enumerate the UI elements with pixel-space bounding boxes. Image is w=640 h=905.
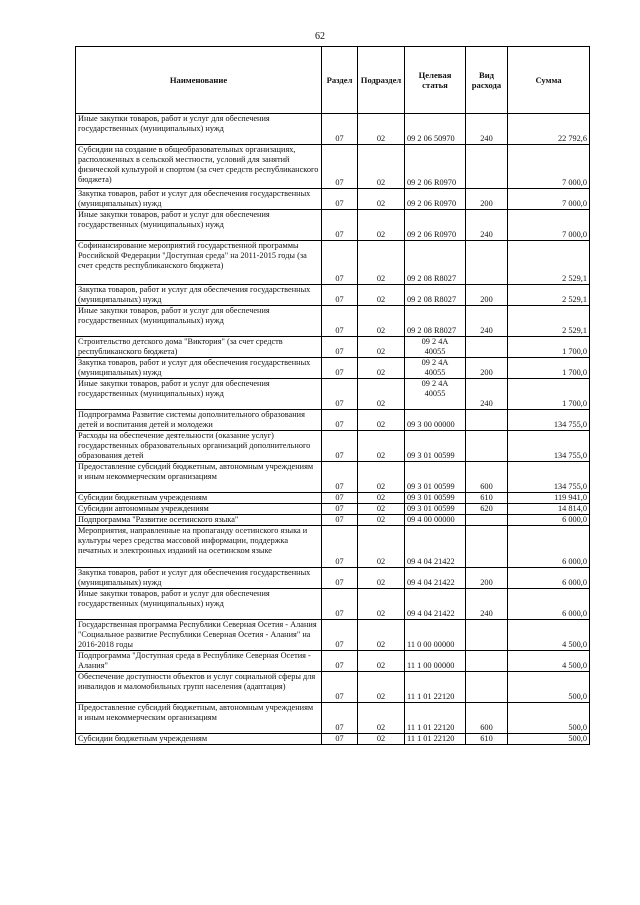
- cell-kind: [466, 651, 508, 672]
- cell-kind: [466, 526, 508, 568]
- cell-section: 07: [322, 285, 358, 306]
- cell-target: 09 4 00 00000: [405, 515, 466, 526]
- cell-name: Расходы на обеспечение деятельности (оказание услуг) государственных образовательных организаций дополнительного образования детей: [76, 431, 322, 462]
- cell-name: Субсидии бюджетным учреждениям: [76, 734, 322, 745]
- table-row: [76, 526, 590, 568]
- cell-kind: [466, 672, 508, 703]
- table-row: [76, 210, 590, 241]
- cell-kind: 240: [466, 210, 508, 241]
- cell-subsection: 02: [358, 145, 405, 189]
- cell-target: 09 2 08 R8027: [405, 285, 466, 306]
- table-row: [76, 568, 590, 589]
- header-target: Целевая статья: [405, 47, 466, 114]
- cell-kind: 600: [466, 703, 508, 734]
- cell-section: 07: [322, 515, 358, 526]
- cell-name: Подпрограмма "Доступная среда в Республике Северная Осетия - Алания": [76, 651, 322, 672]
- cell-target: 11 1 01 22120: [405, 734, 466, 745]
- cell-section: 07: [322, 210, 358, 241]
- cell-subsection: 02: [358, 703, 405, 734]
- cell-subsection: 02: [358, 589, 405, 620]
- table-row: [76, 306, 590, 337]
- cell-sum: 500,0: [508, 734, 590, 745]
- cell-section: 07: [322, 504, 358, 515]
- table-row: [76, 379, 590, 410]
- cell-name: Закупка товаров, работ и услуг для обеспечения государственных (муниципальных) нужд: [76, 358, 322, 379]
- cell-name: Подпрограмма Развитие системы дополнительного образования детей и воспитания детей и молодежи: [76, 410, 322, 431]
- cell-kind: 240: [466, 589, 508, 620]
- cell-target: 09 2 08 R8027: [405, 306, 466, 337]
- cell-kind: 600: [466, 462, 508, 493]
- cell-subsection: 02: [358, 651, 405, 672]
- cell-name: Иные закупки товаров, работ и услуг для обеспечения государственных (муниципальных) нужд: [76, 114, 322, 145]
- table-row: [76, 462, 590, 493]
- cell-kind: [466, 431, 508, 462]
- cell-target: 11 0 00 00000: [405, 620, 466, 651]
- cell-sum: 1 700,0: [508, 358, 590, 379]
- cell-target: 09 2 08 R8027: [405, 241, 466, 285]
- cell-kind: [466, 241, 508, 285]
- cell-kind: 240: [466, 114, 508, 145]
- cell-kind: 200: [466, 189, 508, 210]
- table-row: [76, 589, 590, 620]
- cell-kind: [466, 620, 508, 651]
- header-section: Раздел: [322, 47, 358, 114]
- cell-section: 07: [322, 337, 358, 358]
- cell-kind: [466, 515, 508, 526]
- cell-target: 09 3 01 00599: [405, 504, 466, 515]
- cell-section: 07: [322, 568, 358, 589]
- cell-target: 11 1 01 22120: [405, 672, 466, 703]
- cell-name: Обеспечение доступности объектов и услуг социальной сферы для инвалидов и маломобильных групп населения (адаптация): [76, 672, 322, 703]
- cell-subsection: 02: [358, 189, 405, 210]
- page-number: 62: [315, 31, 325, 42]
- cell-name: Софинансирование мероприятий государственной программы Российской Федерации "Доступная среда" на 2011-2015 годы (за счет средств республиканского бюджета): [76, 241, 322, 285]
- table-row: [76, 504, 590, 515]
- cell-name: Строительство детского дома "Виктория" (за счет средств республиканского бюджета): [76, 337, 322, 358]
- cell-kind: 610: [466, 493, 508, 504]
- table-row: [76, 493, 590, 504]
- cell-name: Субсидии на создание в общеобразовательных организациях, расположенных в сельской местности, условий для занятий физической культурой и спортом (за счет средств республиканского бюджета): [76, 145, 322, 189]
- cell-section: 07: [322, 672, 358, 703]
- cell-name: Иные закупки товаров, работ и услуг для обеспечения государственных (муниципальных) нужд: [76, 210, 322, 241]
- cell-subsection: 02: [358, 504, 405, 515]
- cell-section: 07: [322, 526, 358, 568]
- budget-table: [75, 46, 590, 745]
- cell-sum: 134 755,0: [508, 410, 590, 431]
- cell-sum: 7 000,0: [508, 145, 590, 189]
- cell-name: Закупка товаров, работ и услуг для обеспечения государственных (муниципальных) нужд: [76, 285, 322, 306]
- cell-subsection: 02: [358, 241, 405, 285]
- header-name: Наименование: [76, 47, 322, 114]
- cell-kind: [466, 145, 508, 189]
- cell-name: Закупка товаров, работ и услуг для обеспечения государственных (муниципальных) нужд: [76, 189, 322, 210]
- cell-name: Подпрограмма "Развитие осетинского языка": [76, 515, 322, 526]
- table-row: [76, 337, 590, 358]
- table-row: [76, 431, 590, 462]
- cell-section: 07: [322, 462, 358, 493]
- cell-target: 09 3 01 00599: [405, 493, 466, 504]
- cell-target: 09 4 04 21422: [405, 526, 466, 568]
- cell-target: 09 2 4А 40055: [405, 337, 466, 358]
- cell-target: 09 2 06 R0970: [405, 210, 466, 241]
- header-kind: Вид расхода: [466, 47, 508, 114]
- cell-name: Мероприятия, направленные на пропаганду осетинского языка и культуры через средства массовой информации, поддержка печатных и электронных изданий на осетинском языке: [76, 526, 322, 568]
- cell-sum: 134 755,0: [508, 431, 590, 462]
- cell-sum: 2 529,1: [508, 306, 590, 337]
- header-sum: Сумма: [508, 47, 590, 114]
- cell-subsection: 02: [358, 285, 405, 306]
- cell-target: 09 2 06 R0970: [405, 189, 466, 210]
- table-row: [76, 672, 590, 703]
- cell-kind: 240: [466, 379, 508, 410]
- cell-subsection: 02: [358, 431, 405, 462]
- header-subsection: Подраздел: [358, 47, 405, 114]
- cell-name: Закупка товаров, работ и услуг для обеспечения государственных (муниципальных) нужд: [76, 568, 322, 589]
- cell-kind: 620: [466, 504, 508, 515]
- cell-name: Иные закупки товаров, работ и услуг для обеспечения государственных (муниципальных) нужд: [76, 306, 322, 337]
- cell-subsection: 02: [358, 620, 405, 651]
- cell-section: 07: [322, 651, 358, 672]
- cell-name: Иные закупки товаров, работ и услуг для обеспечения государственных (муниципальных) нужд: [76, 589, 322, 620]
- table-row: [76, 189, 590, 210]
- table-row: [76, 703, 590, 734]
- cell-sum: 134 755,0: [508, 462, 590, 493]
- table-row: [76, 114, 590, 145]
- cell-sum: 4 500,0: [508, 620, 590, 651]
- table-row: [76, 410, 590, 431]
- cell-section: 07: [322, 589, 358, 620]
- table-row: [76, 651, 590, 672]
- cell-subsection: 02: [358, 306, 405, 337]
- cell-section: 07: [322, 493, 358, 504]
- cell-subsection: 02: [358, 337, 405, 358]
- table-row: [76, 358, 590, 379]
- table-row: [76, 515, 590, 526]
- cell-target: 09 2 06 R0970: [405, 145, 466, 189]
- cell-sum: 7 000,0: [508, 189, 590, 210]
- table-header-row: [76, 47, 590, 114]
- cell-subsection: 02: [358, 358, 405, 379]
- table-row: [76, 241, 590, 285]
- cell-section: 07: [322, 620, 358, 651]
- table-row: [76, 145, 590, 189]
- cell-section: 07: [322, 703, 358, 734]
- cell-target: 09 4 04 21422: [405, 589, 466, 620]
- cell-sum: 500,0: [508, 703, 590, 734]
- cell-section: 07: [322, 189, 358, 210]
- cell-sum: 4 500,0: [508, 651, 590, 672]
- cell-subsection: 02: [358, 210, 405, 241]
- cell-sum: 14 814,0: [508, 504, 590, 515]
- table-row: [76, 734, 590, 745]
- cell-target: 09 2 4А 40055: [405, 358, 466, 379]
- cell-subsection: 02: [358, 493, 405, 504]
- table-body: [76, 114, 590, 745]
- table-row: [76, 620, 590, 651]
- cell-kind: 200: [466, 285, 508, 306]
- cell-target: 09 2 06 50970: [405, 114, 466, 145]
- cell-subsection: 02: [358, 114, 405, 145]
- cell-sum: 7 000,0: [508, 210, 590, 241]
- cell-subsection: 02: [358, 672, 405, 703]
- cell-sum: 1 700,0: [508, 337, 590, 358]
- cell-sum: 500,0: [508, 672, 590, 703]
- cell-name: Предоставление субсидий бюджетным, автономным учреждениям и иным некоммерческим организациям: [76, 703, 322, 734]
- cell-target: 11 1 00 00000: [405, 651, 466, 672]
- cell-sum: 6 000,0: [508, 526, 590, 568]
- cell-name: Иные закупки товаров, работ и услуг для обеспечения государственных (муниципальных) нужд: [76, 379, 322, 410]
- cell-sum: 6 000,0: [508, 589, 590, 620]
- cell-section: 07: [322, 410, 358, 431]
- cell-target: 09 2 4А 40055: [405, 379, 466, 410]
- cell-section: 07: [322, 379, 358, 410]
- cell-subsection: 02: [358, 379, 405, 410]
- cell-sum: 2 529,1: [508, 285, 590, 306]
- cell-target: 09 3 01 00599: [405, 431, 466, 462]
- cell-kind: 200: [466, 358, 508, 379]
- cell-target: 09 3 01 00599: [405, 462, 466, 493]
- cell-kind: 200: [466, 568, 508, 589]
- cell-subsection: 02: [358, 410, 405, 431]
- cell-target: 09 3 00 00000: [405, 410, 466, 431]
- cell-kind: 610: [466, 734, 508, 745]
- cell-target: 11 1 01 22120: [405, 703, 466, 734]
- cell-kind: 240: [466, 306, 508, 337]
- cell-name: Субсидии автономным учреждениям: [76, 504, 322, 515]
- cell-sum: 6 000,0: [508, 568, 590, 589]
- cell-subsection: 02: [358, 515, 405, 526]
- cell-section: 07: [322, 241, 358, 285]
- cell-sum: 2 529,1: [508, 241, 590, 285]
- cell-kind: [466, 337, 508, 358]
- cell-name: Предоставление субсидий бюджетным, автономным учреждениям и иным некоммерческим организациям: [76, 462, 322, 493]
- cell-kind: [466, 410, 508, 431]
- cell-sum: 6 000,0: [508, 515, 590, 526]
- cell-name: Субсидии бюджетным учреждениям: [76, 493, 322, 504]
- cell-section: 07: [322, 306, 358, 337]
- cell-subsection: 02: [358, 734, 405, 745]
- cell-sum: 1 700,0: [508, 379, 590, 410]
- cell-section: 07: [322, 114, 358, 145]
- cell-subsection: 02: [358, 462, 405, 493]
- cell-sum: 22 792,6: [508, 114, 590, 145]
- cell-section: 07: [322, 145, 358, 189]
- table-row: [76, 285, 590, 306]
- cell-subsection: 02: [358, 526, 405, 568]
- cell-sum: 119 941,0: [508, 493, 590, 504]
- cell-name: Государственная программа Республики Северная Осетия - Алания "Социальное развитие Республики Северная Осетия - Алания" на 2016-2018 годы: [76, 620, 322, 651]
- cell-section: 07: [322, 431, 358, 462]
- cell-target: 09 4 04 21422: [405, 568, 466, 589]
- cell-subsection: 02: [358, 568, 405, 589]
- cell-section: 07: [322, 734, 358, 745]
- cell-section: 07: [322, 358, 358, 379]
